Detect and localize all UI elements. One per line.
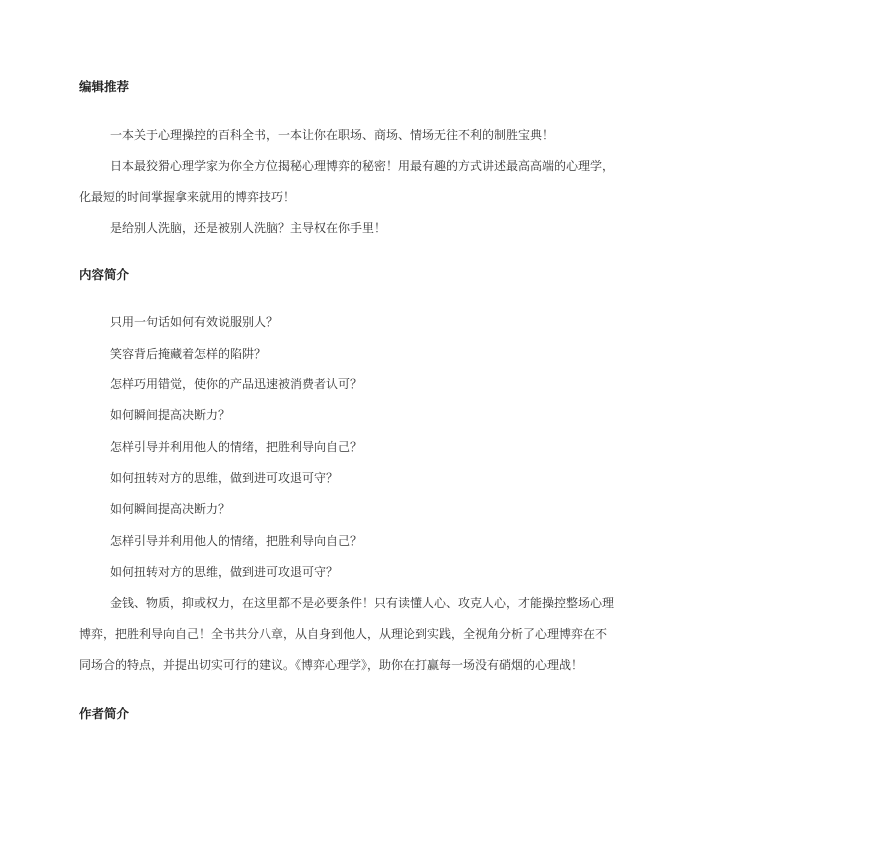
section-title-editor-recommendation: 编辑推荐: [79, 79, 130, 94]
paragraph-line: 博弈，把胜利导向自己！全书共分八章，从自身到他人，从理论到实践，全视角分析了心理博弈在不: [79, 627, 608, 641]
section-title-content-summary: 内容简介: [79, 267, 130, 282]
paragraph-line: 一本关于心理操控的百科全书，一本让你在职场、商场、情场无往不利的制胜宝典！: [110, 128, 555, 142]
section-title-author-intro: 作者简介: [79, 706, 130, 721]
paragraph-line: 同场合的特点，并提出切实可行的建议。《博弈心理学》，助你在打赢每一场没有硝烟的心理战！: [79, 658, 584, 672]
paragraph-line: 如何扭转对方的思维，做到进可攻退可守？: [110, 471, 339, 485]
paragraph-line: 如何瞬间提高决断力？: [110, 502, 231, 516]
paragraph-line: 日本最狡猾心理学家为你全方位揭秘心理博弈的秘密！用最有趣的方式讲述最高高端的心理学，: [110, 159, 615, 173]
paragraph-line: 怎样引导并利用他人的情绪，把胜利导向自己？: [110, 534, 363, 548]
paragraph-line: 如何瞬间提高决断力？: [110, 408, 231, 422]
paragraph-line: 只用一句话如何有效说服别人？: [110, 315, 279, 329]
paragraph-line: 化最短的时间掌握拿来就用的博弈技巧！: [79, 190, 296, 204]
paragraph-line: 是给别人洗脑，还是被别人洗脑？主导权在你手里！: [110, 221, 387, 235]
paragraph-line: 如何扭转对方的思维，做到进可攻退可守？: [110, 565, 339, 579]
paragraph-line: 怎样引导并利用他人的情绪，把胜利导向自己？: [110, 440, 363, 454]
paragraph-line: 怎样巧用错觉，使你的产品迅速被消费者认可？: [110, 377, 363, 391]
paragraph-line: 金钱、物质，抑或权力，在这里都不是必要条件！只有读懂人心、攻克人心，才能操控整场心理: [110, 596, 615, 610]
paragraph-line: 笑容背后掩藏着怎样的陷阱？: [110, 347, 267, 361]
